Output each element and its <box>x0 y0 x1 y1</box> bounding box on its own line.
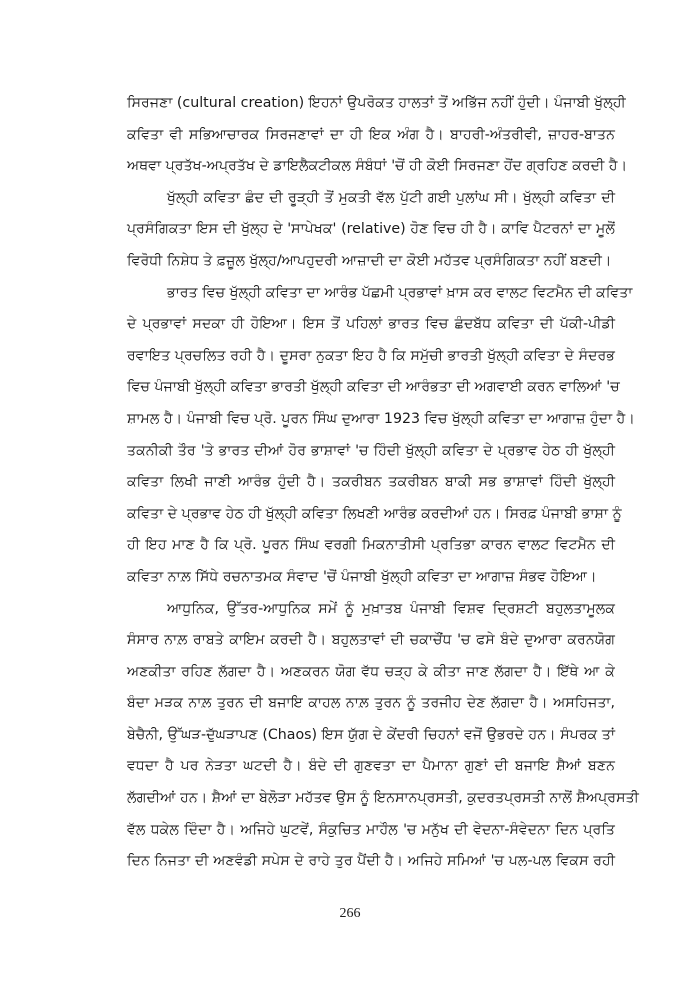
text-line: ਕਵਿਤਾ ਦੇ ਪ੍ਰਭਾਵ ਹੇਠ ਹੀ ਖੁੱਲ੍ਹੀ ਕਵਿਤਾ ਲਿਖਣੀ ਆਰੰਭ ਕਰਦੀਆਂ ਹਨ। ਸਿਰਫ਼ ਪੰਜਾਬੀ ਭਾਸ਼ਾ ਨੂੰ <box>127 505 622 522</box>
text-line: ਪ੍ਰਸੰਗਿਕਤਾ ਇਸ ਦੀ ਖੁੱਲ੍ਹ ਦੇ 'ਸਾਪੇਖਕ' (relative) ਹੋਣ ਵਿਚ ਹੀ ਹੈ। ਕਾਵਿ ਪੈਟਰਨਾਂ ਦਾ ਮੂਲੋਂ <box>127 221 615 238</box>
text-line: ਲੱਗਦੀਆਂ ਹਨ। ਸ਼ੈਆਂ ਦਾ ਬੇਲੋੜਾ ਮਹੱਤਵ ਉਸ ਨੂੰ ਇਨਸਾਨਪ੍ਰਸਤੀ, ਕੁਦਰਤਪ੍ਰਸਤੀ ਨਾਲੋਂ ਸ਼ੈਅਪ੍ਰਸਤੀ <box>127 790 639 807</box>
paragraph-1 <box>127 88 628 183</box>
page-number: 266 <box>339 906 361 921</box>
text-line: ਭਾਰਤ ਵਿਚ ਖੁੱਲ੍ਹੀ ਕਵਿਤਾ ਦਾ ਆਰੰਭ ਪੱਛਮੀ ਪ੍ਰਭਾਵਾਂ ਖ਼ਾਸ ਕਰ ਵਾਲਟ ਵਿਟਮੈਨ ਦੀ ਕਵਿਤਾ <box>167 284 633 301</box>
text-line: ਰਵਾਇਤ ਪ੍ਰਚਲਿਤ ਰਹੀ ਹੈ। ਦੂਸਰਾ ਨੁਕਤਾ ਇਹ ਹੈ ਕਿ ਸਮੁੱਚੀ ਭਾਰਤੀ ਖੁੱਲ੍ਹੀ ਕਵਿਤਾ ਦੇ ਸੰਦਰਭ <box>127 347 615 364</box>
text-line: ਬੰਦਾ ਮੜਕ ਨਾਲ਼ ਤੁਰਨ ਦੀ ਬਜਾਇ ਕਾਹਲ ਨਾਲ਼ ਤੁਰਨ ਨੂੰ ਤਰਜੀਹ ਦੇਣ ਲੱਗਦਾ ਹੈ। ਅਸਹਿਜਤਾ, <box>127 695 615 712</box>
text-line: ਖੁੱਲ੍ਹੀ ਕਵਿਤਾ ਛੰਦ ਦੀ ਰੂੜ੍ਹੀ ਤੋਂ ਮੁਕਤੀ ਵੱਲ ਪੁੱਟੀ ਗਈ ਪੁਲਾਂਘ ਸੀ। ਖੁੱਲ੍ਹੀ ਕਵਿਤਾ ਦੀ <box>167 189 615 206</box>
paragraph-2 <box>127 183 615 278</box>
text-line: ਸਿਰਜਣਾ (cultural creation) ਇਹਨਾਂ ਉਪਰੋਕਤ ਹਾਲਤਾਂ ਤੋਂ ਅਭਿੱਜ ਨਹੀਂ ਹੁੰਦੀ। ਪੰਜਾਬੀ ਖੁੱਲ੍ਹੀ <box>127 95 626 111</box>
text-line: ਹੀ ਇਹ ਮਾਣ ਹੈ ਕਿ ਪ੍ਰੋ. ਪੂਰਨ ਸਿੰਘ ਵਰਗੀ ਮਿਕਨਾਤੀਸੀ ਪ੍ਰਤਿਭਾ ਕਾਰਨ ਵਾਲਟ ਵਿਟਮੈਨ ਦੀ <box>127 537 615 554</box>
text-line: ਕਵਿਤਾ ਲਿਖੀ ਜਾਣੀ ਆਰੰਭ ਹੁੰਦੀ ਹੈ। ਤਕਰੀਬਨ ਤਕਰੀਬਨ ਬਾਕੀ ਸਭ ਭਾਸ਼ਾਵਾਂ ਹਿੰਦੀ ਖੁੱਲ੍ਹੀ <box>127 474 615 491</box>
text-line: ਸ਼ਾਮਲ ਹੈ। ਪੰਜਾਬੀ ਵਿਚ ਪ੍ਰੋ. ਪੂਰਨ ਸਿੰਘ ਦੁਆਰਾ 1923 ਵਿਚ ਖੁੱਲ੍ਹੀ ਕਵਿਤਾ ਦਾ ਆਗਾਜ਼ ਹੁੰਦਾ ਹੈ। <box>127 410 635 427</box>
text-line: ਸੰਸਾਰ ਨਾਲ਼ ਰਾਬਤੇ ਕਾਇਮ ਕਰਦੀ ਹੈ। ਬਹੁਲਤਾਵਾਂ ਦੀ ਚਕਾਚੌਂਧ 'ਚ ਫਸੇ ਬੰਦੇ ਦੁਆਰਾ ਕਰਨਯੋਗ <box>127 632 615 649</box>
paragraph-4 <box>127 594 639 878</box>
text-line: ਅਣਕੀਤਾ ਰਹਿਣ ਲੱਗਦਾ ਹੈ। ਅਣਕਰਨ ਯੋਗ ਵੱਧ ਚੜ੍ਹ ਕੇ ਕੀਤਾ ਜਾਣ ਲੱਗਦਾ ਹੈ। ਇੱਥੇ ਆ ਕੇ <box>127 663 615 680</box>
text-line: ਵੱਲ ਧਕੇਲ ਦਿੰਦਾ ਹੈ। ਅਜਿਹੇ ਘੁਟਵੇਂ, ਸੰਕੁਚਿਤ ਮਾਹੌਲ 'ਚ ਮਨੁੱਖ ਦੀ ਵੇਦਨਾ-ਸੰਵੇਦਨਾ ਦਿਨ ਪ੍ਰਤਿ <box>127 821 615 838</box>
text-line: ਵਿਰੋਧੀ ਨਿਸ਼ੇਧ ਤੇ ਫ਼ਜ਼ੂਲ ਖੁੱਲ੍ਹ/ਆਪਹੁਦਰੀ ਆਜ਼ਾਦੀ ਦਾ ਕੋਈ ਮਹੱਤਵ ਪ੍ਰਸੰਗਿਕਤਾ ਨਹੀਂ ਬਣਦੀ। <box>127 252 612 269</box>
text-line: ਤਕਨੀਕੀ ਤੌਰ 'ਤੇ ਭਾਰਤ ਦੀਆਂ ਹੋਰ ਭਾਸ਼ਾਵਾਂ 'ਚ ਹਿੰਦੀ ਖੁੱਲ੍ਹੀ ਕਵਿਤਾ ਦੇ ਪ੍ਰਭਾਵ ਹੇਠ ਹੀ ਖੁੱਲ੍ਹੀ <box>127 442 615 459</box>
text-line: ਵਧਦਾ ਹੈ ਪਰ ਨੇੜਤਾ ਘਟਦੀ ਹੈ। ਬੰਦੇ ਦੀ ਗੁਣਵਤਾ ਦਾ ਪੈਮਾਨਾ ਗੁਣਾਂ ਦੀ ਬਜਾਇ ਸ਼ੈਆਂ ਬਣਨ <box>127 758 615 775</box>
text-line: ਬੇਚੈਨੀ, ਉੱਘੜ-ਦੁੱਘੜਾਪਣ (Chaos) ਇਸ ਯੁੱਗ ਦੇ ਕੇਂਦਰੀ ਚਿਹਨਾਂ ਵਜੋਂ ਉਭਰਦੇ ਹਨ। ਸੰਪਰਕ ਤਾਂ <box>127 726 615 743</box>
text-line: ਅਥਵਾ ਪ੍ਰਤੱਖ-ਅਪ੍ਰਤੱਖ ਦੇ ਡਾਇਲੈਕਟੀਕਲ ਸੰਬੰਧਾਂ 'ਚੋਂ ਹੀ ਕੋਈ ਸਿਰਜਣਾ ਹੋਂਦ ਗ੍ਰਹਿਣ ਕਰਦੀ ਹੈ। <box>127 158 628 175</box>
text-line: ਦਿਨ ਨਿਜਤਾ ਦੀ ਅਣਵੰਡੀ ਸਪੇਸ ਦੇ ਰਾਹੇ ਤੁਰ ਪੈਂਦੀ ਹੈ। ਅਜਿਹੇ ਸਮਿਆਂ 'ਚ ਪਲ-ਪਲ ਵਿਕਸ ਰਹੀ <box>127 853 615 870</box>
paragraph-3 <box>127 278 635 594</box>
text-line: ਦੇ ਪ੍ਰਭਾਵਾਂ ਸਦਕਾ ਹੀ ਹੋਇਆ। ਇਸ ਤੋਂ ਪਹਿਲਾਂ ਭਾਰਤ ਵਿਚ ਛੰਦਬੱਧ ਕਵਿਤਾ ਦੀ ਪੱਕੀ-ਪੀਡੀ <box>127 316 615 333</box>
text-line: ਵਿਚ ਪੰਜਾਬੀ ਖੁੱਲ੍ਹੀ ਕਵਿਤਾ ਭਾਰਤੀ ਖੁੱਲ੍ਹੀ ਕਵਿਤਾ ਦੀ ਆਰੰਭਤਾ ਦੀ ਅਗਵਾਈ ਕਰਨ ਵਾਲਿਆਂ 'ਚ <box>127 379 620 396</box>
text-line: ਆਧੁਨਿਕ, ਉੱਤਰ-ਆਧੁਨਿਕ ਸਮੇਂ ਨੂੰ ਮੁਖ਼ਾਤਬ ਪੰਜਾਬੀ ਵਿਸ਼ਵ ਦ੍ਰਿਸ਼ਟੀ ਬਹੁਲਤਾਮੂਲਕ <box>167 600 615 617</box>
body-text <box>127 88 639 878</box>
text-line: ਕਵਿਤਾ ਨਾਲ਼ ਸਿੱਧੇ ਰਚਨਾਤਮਕ ਸੰਵਾਦ 'ਚੋਂ ਪੰਜਾਬੀ ਖੁੱਲ੍ਹੀ ਕਵਿਤਾ ਦਾ ਆਗਾਜ਼ ਸੰਭਵ ਹੋਇਆ। <box>127 568 597 585</box>
text-line: ਕਵਿਤਾ ਵੀ ਸਭਿਆਚਾਰਕ ਸਿਰਜਣਾਵਾਂ ਦਾ ਹੀ ਇਕ ਅੰਗ ਹੈ। ਬਾਹਰੀ-ਅੰਤਰੀਵੀ, ਜ਼ਾਹਰ-ਬਾਤਨ <box>127 126 615 143</box>
